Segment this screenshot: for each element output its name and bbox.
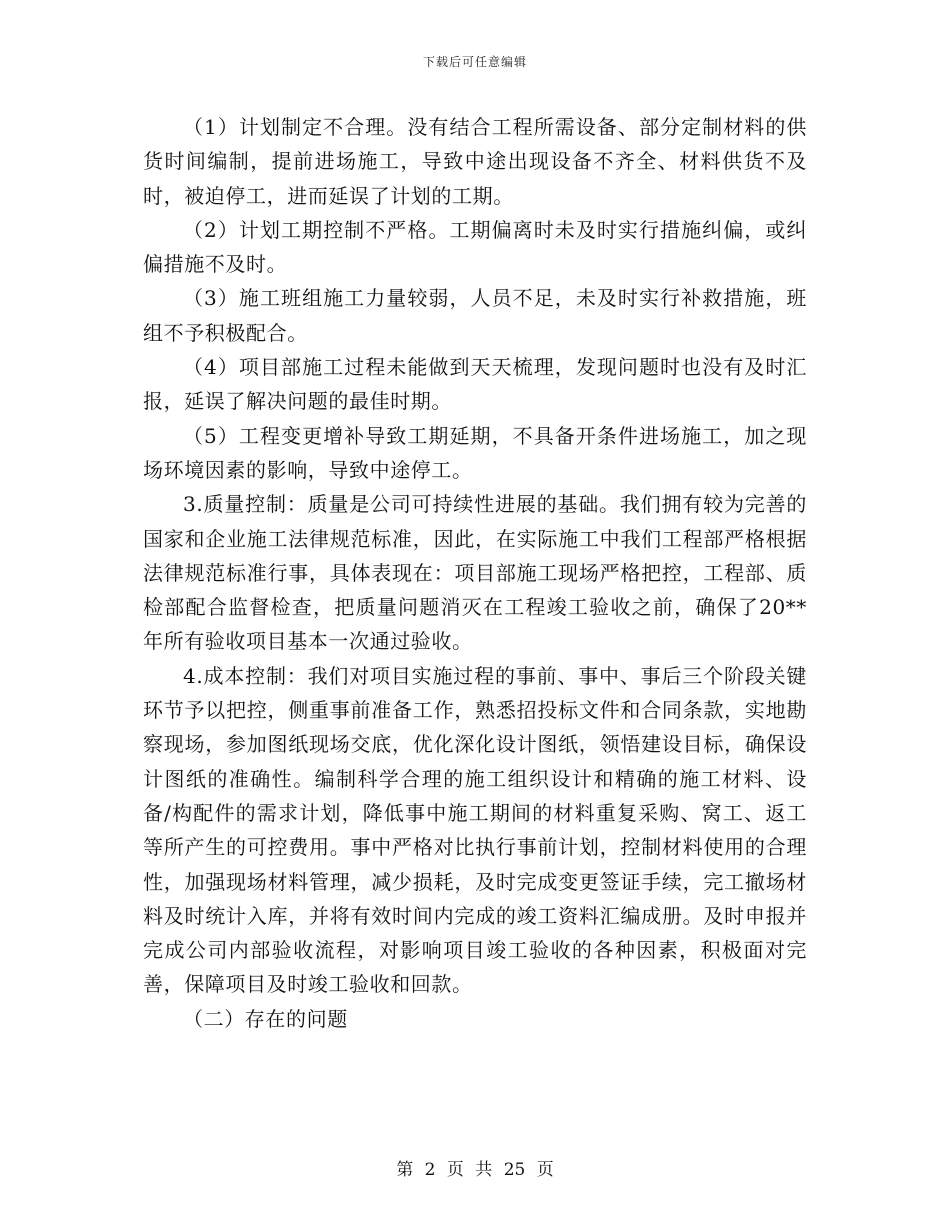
page-footer: 第 2 页 共 25 页 bbox=[396, 1160, 554, 1180]
section-heading-existing-problems: （二）存在的问题 bbox=[183, 1006, 348, 1031]
paragraph-1: （1）计划制定不合理。没有结合工程所需设备、部分定制材料的供货时间编制，提前进场施工，导致中途出现设备不齐全、材料供货不及时，被迫停工，进而延误了计划的工期。 bbox=[143, 115, 807, 208]
paragraph-3: （3）施工班组施工力量较弱，人员不足，未及时实行补救措施，班组不予积极配合。 bbox=[143, 286, 807, 345]
paragraph-4: （4）项目部施工过程未能做到天天梳理，发现问题时也没有及时汇报，延误了解决问题的最佳时期。 bbox=[143, 355, 807, 414]
paragraph-cost-control: 4.成本控制：我们对项目实施过程的事前、事中、事后三个阶段关键环节予以把控，侧重事前准备工作，熟悉招投标文件和合同条款，实地勘察现场，参加图纸现场交底，优化深化设计图纸，领悟建设目标，确保设计图纸的准确性。编制科学合理的施工组织设计和精确的施工材料、设备/构配件的需求计划，降低事中施工期间的材料重复采购、窝工、返工等所产生的可控费用。事中严格对比执行事前计划，控制材料使用的合理性，加强现场材料管理，减少损耗，及时完成变更签证手续，完工撤场材料及时统计入库，并将有效时间内完成的竣工资料汇编成册。及时申报并完成公司内部验收流程，对影响项目竣工验收的各种因素，积极面对完善，保障项目及时竣工验收和回款。 bbox=[143, 663, 807, 997]
document-body bbox=[143, 110, 807, 1036]
page-header: 下载后可任意编辑 bbox=[422, 55, 527, 69]
paragraph-2: （2）计划工期控制不严格。工期偏离时未及时实行措施纠偏，或纠偏措施不及时。 bbox=[143, 217, 807, 277]
paragraph-5: （5）工程变更增补导致工期延期，不具备开条件进场施工，加之现场环境因素的影响，导致中途停工。 bbox=[143, 423, 807, 482]
paragraph-quality-control: 3.质量控制：质量是公司可持续性进展的基础。我们拥有较为完善的国家和企业施工法律规范标准，因此，在实际施工中我们工程部严格根据法律规范标准行事，具体表现在：项目部施工现场严格把控，工程部、质检部配合监督检查，把质量问题消灭在工程竣工验收之前，确保了20**年所有验收项目基本一次通过验收。 bbox=[143, 492, 807, 654]
